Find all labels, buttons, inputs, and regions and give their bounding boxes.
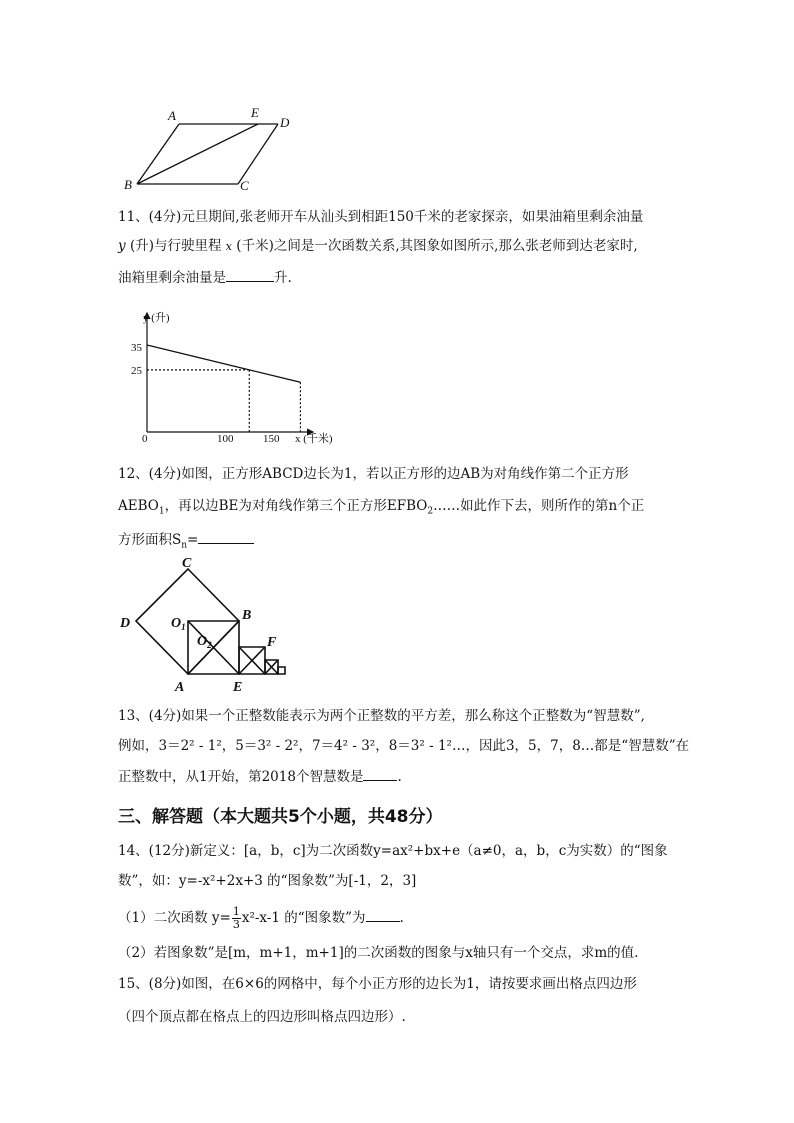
segment-be bbox=[137, 124, 258, 184]
q11-line2 bbox=[118, 237, 638, 256]
label-f: F bbox=[267, 635, 277, 650]
q11-answer-blank[interactable] bbox=[226, 268, 274, 282]
q12-text-2a: AEBO bbox=[118, 498, 159, 514]
q11-var-y: y bbox=[118, 238, 126, 254]
label-a: A bbox=[168, 108, 176, 123]
label-c: C bbox=[182, 556, 192, 571]
label-e: E bbox=[251, 105, 259, 120]
label-b: B bbox=[242, 608, 252, 623]
q12-number: 12、(4分) bbox=[118, 466, 182, 482]
label-d: D bbox=[120, 616, 131, 631]
q13-line1 bbox=[118, 707, 645, 725]
q13-line3 bbox=[118, 767, 402, 786]
q13-answer-blank[interactable] bbox=[363, 767, 397, 781]
q12-answer-blank[interactable] bbox=[198, 530, 254, 544]
square-5 bbox=[278, 667, 285, 674]
label-c: C bbox=[240, 178, 249, 193]
q11-var-x: x bbox=[225, 240, 232, 253]
series-line bbox=[147, 345, 300, 382]
q14-line2: 数”，如：y=-x²+2x+3 的“图象数”为[-1，2，3] bbox=[118, 873, 417, 889]
y-tick-35: 35 bbox=[131, 342, 142, 354]
q11-text-3a: 油箱里剩余油量是 bbox=[118, 270, 226, 286]
q13-text-1: 如果一个正整数能表示为两个正整数的平方差，那么称这个正整数为“智慧数”, bbox=[181, 708, 645, 724]
q14-number: 14、(12分) bbox=[118, 843, 190, 859]
q12-sub-2: 2 bbox=[427, 506, 434, 517]
q15-text-1: 如图，在6×6的网格中，每个小正方形的边长为1，请按要求画出格点四边形 bbox=[181, 976, 637, 992]
q12-sub-n: n bbox=[181, 540, 188, 551]
q11-text-2a: (升)与行驶里程 bbox=[129, 238, 222, 254]
q11-text-2b: (千米)之间是一次函数关系,其图象如图所示,那么张老师到达老家时, bbox=[236, 238, 638, 254]
origin-label: 0 bbox=[142, 433, 148, 445]
fraction-denominator: 3 bbox=[232, 918, 240, 931]
q11-number: 11、(4分) bbox=[118, 209, 182, 225]
q14-answer-blank[interactable] bbox=[366, 908, 400, 922]
q14-line1 bbox=[118, 842, 668, 860]
q12-text-3b: = bbox=[187, 532, 199, 548]
q15-line1 bbox=[118, 975, 637, 993]
q13-number: 13、(4分) bbox=[118, 708, 182, 724]
q12-sub-1: 1 bbox=[158, 506, 165, 517]
label-e: E bbox=[233, 680, 243, 695]
fuel-graph bbox=[125, 305, 345, 447]
y-axis-label: y (升) bbox=[143, 312, 170, 324]
label-a: A bbox=[175, 680, 185, 695]
q12-text-3a: 方形面积S bbox=[118, 532, 182, 548]
q14-text-1: 新定义：[a，b，c]为二次函数y=ax²+bx+e（a≠0，a，b，c为实数）的“图象 bbox=[189, 843, 668, 859]
segment-dc bbox=[238, 124, 278, 184]
x-tick-150: 150 bbox=[263, 433, 280, 445]
q12-text-1: 如图，正方形ABCD边长为1，若以正方形的边AB为对角线作第二个正方形 bbox=[181, 466, 629, 482]
label-o2: $O_2$ bbox=[197, 634, 212, 650]
q11-text-1: 元旦期间,张老师开车从汕头到相距150千米的老家探亲，如果油箱里剩余油量 bbox=[181, 209, 644, 225]
q14-sub1-b: x²-x-1 的“图象数”为 bbox=[241, 910, 366, 926]
q12-line1 bbox=[118, 465, 629, 483]
q13-text-3a: 正整数中，从1开始，第2018个智慧数是 bbox=[118, 769, 364, 785]
q15-line2: （四个顶点都在格点上的四边形叫格点四边形）. bbox=[118, 1009, 406, 1025]
y-tick-25: 25 bbox=[131, 365, 142, 377]
label-d: D bbox=[280, 115, 290, 130]
q12-text-2c: ……如此作下去，则所作的第n个正 bbox=[433, 498, 645, 514]
q12-text-2b: ，再以边BE为对角线作第三个正方形EFBO bbox=[164, 498, 428, 514]
x-tick-100: 100 bbox=[217, 433, 234, 445]
q14-sub2: （2）若图象数”是[m，m+1，m+1]的二次函数的图象与x轴只有一个交点，求m的值. bbox=[118, 945, 639, 961]
q11-line3 bbox=[118, 268, 292, 287]
squares-figure bbox=[115, 555, 290, 697]
section-3-heading: 三、解答题（本大题共5个小题，共48分） bbox=[118, 807, 443, 827]
fraction-one-third bbox=[232, 906, 241, 931]
q14-sub1 bbox=[118, 906, 404, 931]
x-axis-label: x (千米) bbox=[295, 433, 333, 445]
q11-line1 bbox=[118, 208, 643, 226]
q11-text-3b: 升. bbox=[274, 270, 292, 286]
q12-line3 bbox=[118, 530, 254, 555]
q12-line2 bbox=[118, 497, 644, 521]
q13-text-3b: . bbox=[397, 769, 402, 785]
q14-sub1-c: . bbox=[399, 910, 404, 926]
q13-line2: 例如，3＝2² - 1²，5＝3² - 2²，7＝4² - 3²，8＝3² - 1²…，因此3，5，7，8…都是“智慧数”在 bbox=[118, 738, 690, 754]
q15-number: 15、(8分) bbox=[118, 976, 182, 992]
segment-ba bbox=[137, 124, 179, 184]
q14-sub1-a: （1）二次函数 y= bbox=[118, 910, 231, 926]
fraction-numerator: 1 bbox=[232, 905, 240, 918]
parallelogram-figure bbox=[118, 100, 308, 195]
label-o1: $O_1$ bbox=[171, 616, 186, 632]
label-b: B bbox=[124, 177, 132, 192]
